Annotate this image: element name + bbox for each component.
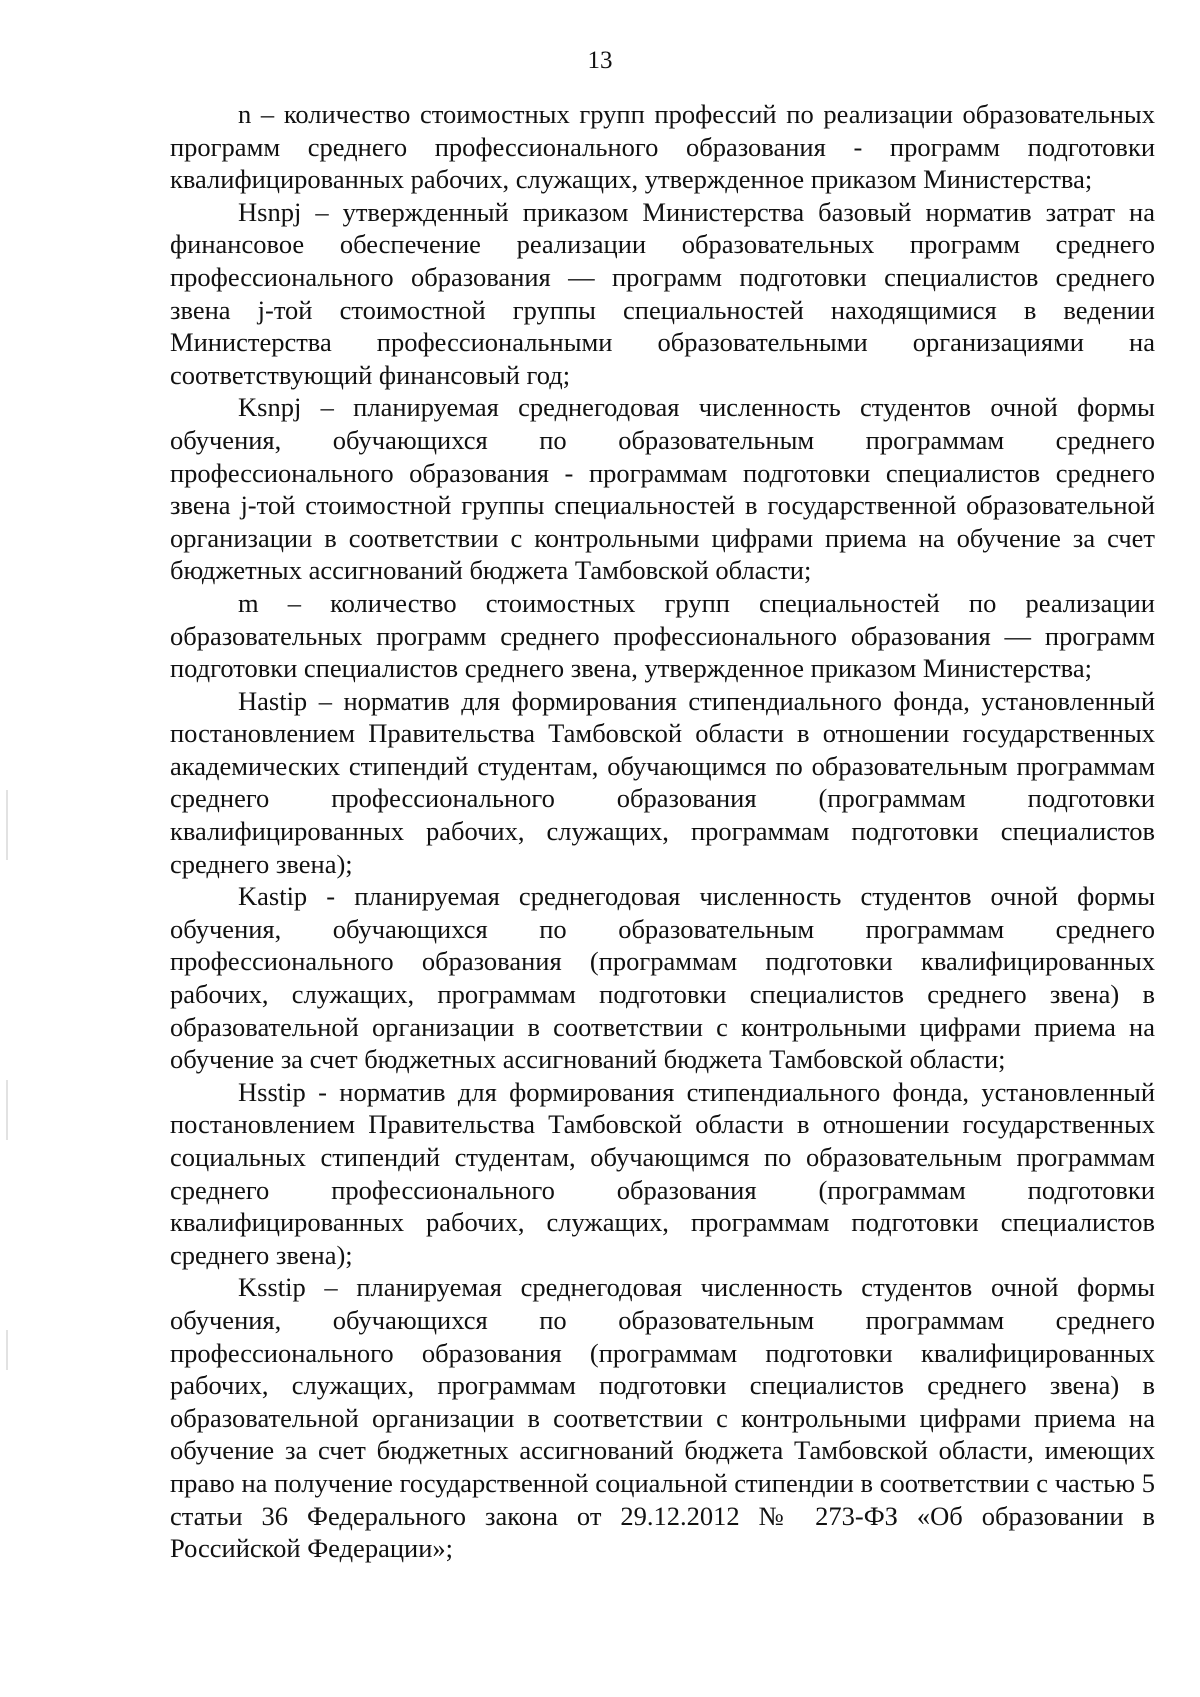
- paragraph-ksstip-definition: Ksstip – планируемая среднегодовая численность студентов очной формы обучения, обучающихся по образовательным программам среднего профессионального образования (программам подготовки квалифицированных рабочих, служащих, программам подготовки специалистов среднего звена) в образовательной организации в соответствии с контрольными цифрами приема на обучение за счет бюджетных ассигнований бюджета Тамбовской области, имеющих право на получение государственной социальной стипендии в соответствии с частью 5 статьи 36 Федерального закона от 29.12.2012 № 273-ФЗ «Об образовании в Российской Федерации»;: [170, 1272, 1155, 1564]
- document-body: [170, 98, 1155, 1565]
- scan-edge-mark: [6, 1080, 8, 1140]
- scan-edge-mark: [6, 1330, 8, 1370]
- paragraph-m-definition: m – количество стоимостных групп специальностей по реализации образовательных программ среднего профессионального образования — программ подготовки специалистов среднего звена, утвержденное приказом Министерства;: [170, 587, 1155, 684]
- scan-edge-mark: [6, 790, 8, 860]
- page-number: 13: [587, 47, 613, 74]
- paragraph-hsstip-definition: Hsstip - норматив для формирования стипендиального фонда, установленный постановлением Правительства Тамбовской области в отношении государственных социальных стипендий студентам, обучающимся по образовательным программам среднего профессионального образования (программам подготовки квалифицированных рабочих, служащих, программам подготовки специалистов среднего звена);: [170, 1076, 1155, 1270]
- paragraph-ksnp-definition: Ksnpj – планируемая среднегодовая численность студентов очной формы обучения, обучающихся по образовательным программам среднего профессионального образования - программам подготовки специалистов среднего звена j-той стоимостной группы специальностей в государственной образовательной организации в соответствии с контрольными цифрами приема на обучение за счет бюджетных ассигнований бюджета Тамбовской области;: [170, 392, 1155, 586]
- paragraph-n-definition: n – количество стоимостных групп профессий по реализации образовательных программ среднего профессионального образования - программ подготовки квалифицированных рабочих, служащих, утвержденное приказом Министерства;: [170, 99, 1155, 195]
- paragraph-hsnp-definition: Hsnpj – утвержденный приказом Министерства базовый норматив затрат на финансовое обеспечение реализации образовательных программ среднего профессионального образования — программ подготовки специалистов среднего звена j-той стоимостной группы специальностей находящимися в ведении Министерства профессиональными образовательными организациями на соответствующий финансовый год;: [170, 196, 1155, 390]
- paragraph-kastip-definition: Kastip - планируемая среднегодовая численность студентов очной формы обучения, обучающихся по образовательным программам среднего профессионального образования (программам подготовки квалифицированных рабочих, служащих, программам подготовки специалистов среднего звена) в образовательной организации в соответствии с контрольными цифрами приема на обучение за счет бюджетных ассигнований бюджета Тамбовской области;: [170, 881, 1155, 1075]
- paragraph-hastip-definition: Hastip – норматив для формирования стипендиального фонда, установленный постановлением Правительства Тамбовской области в отношении государственных академических стипендий студентам, обучающимся по образовательным программам среднего профессионального образования (программам подготовки квалифицированных рабочих, служащих, программам подготовки специалистов среднего звена);: [170, 685, 1155, 879]
